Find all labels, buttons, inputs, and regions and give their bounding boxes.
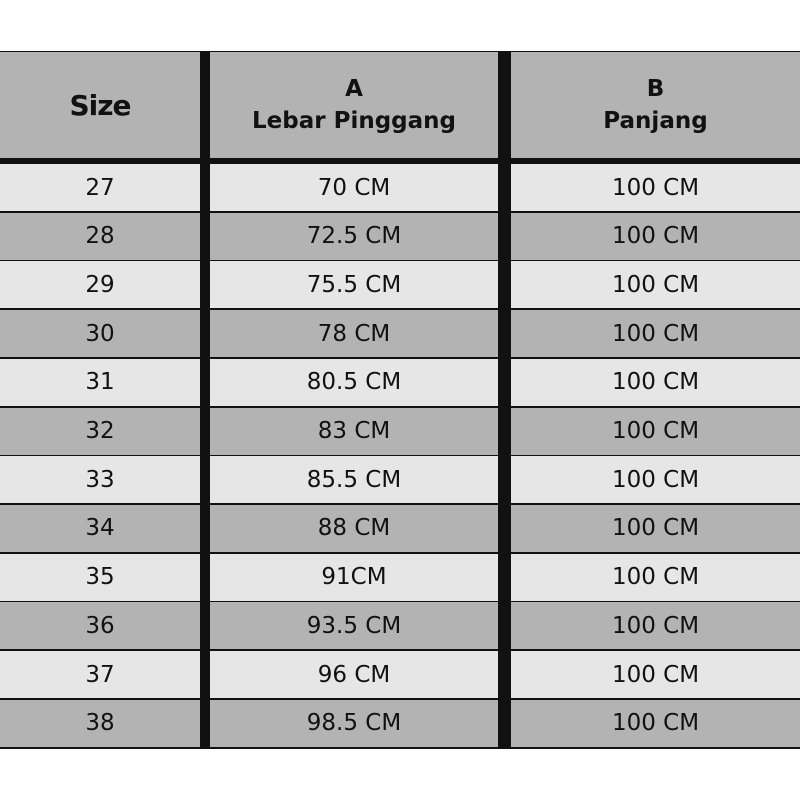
table-row: [0, 554, 800, 602]
waist-cell: 85.5 CM: [210, 456, 498, 503]
waist-cell: 78 CM: [210, 310, 498, 357]
waist-cell: 91CM: [210, 554, 498, 601]
table-row: [0, 602, 800, 650]
length-cell: 100 CM: [511, 310, 800, 357]
size-cell: 32: [0, 408, 200, 455]
length-cell: 100 CM: [511, 164, 800, 211]
length-cell: 100 CM: [511, 554, 800, 601]
size-cell: 37: [0, 651, 200, 698]
length-cell: 100 CM: [511, 602, 800, 649]
size-cell: 35: [0, 554, 200, 601]
length-cell: 100 CM: [511, 456, 800, 503]
size-cell: 31: [0, 359, 200, 406]
size-cell: 38: [0, 700, 200, 747]
table-row: [0, 164, 800, 212]
table-row: [0, 359, 800, 407]
waist-cell: 80.5 CM: [210, 359, 498, 406]
waist-cell: 93.5 CM: [210, 602, 498, 649]
length-cell: 100 CM: [511, 505, 800, 552]
size-cell: 27: [0, 164, 200, 211]
waist-cell: 96 CM: [210, 651, 498, 698]
size-cell: 34: [0, 505, 200, 552]
length-cell: 100 CM: [511, 700, 800, 747]
size-cell: 33: [0, 456, 200, 503]
size-chart-table: [0, 51, 800, 749]
header-b: [511, 52, 800, 158]
header-a-letter: A: [345, 76, 363, 102]
size-cell: 29: [0, 261, 200, 308]
table-row: [0, 700, 800, 748]
length-cell: 100 CM: [511, 408, 800, 455]
table-row: [0, 408, 800, 456]
header-size-label: Size: [69, 88, 131, 122]
waist-cell: 70 CM: [210, 164, 498, 211]
waist-cell: 88 CM: [210, 505, 498, 552]
header-size: [0, 52, 200, 158]
header-a-label: Lebar Pinggang: [252, 108, 456, 134]
length-cell: 100 CM: [511, 359, 800, 406]
waist-cell: 83 CM: [210, 408, 498, 455]
length-cell: 100 CM: [511, 651, 800, 698]
waist-cell: 75.5 CM: [210, 261, 498, 308]
size-cell: 30: [0, 310, 200, 357]
size-cell: 36: [0, 602, 200, 649]
header-a: [210, 52, 498, 158]
table-row: [0, 213, 800, 261]
size-cell: 28: [0, 213, 200, 260]
table-row: [0, 456, 800, 504]
header-b-label: Panjang: [603, 108, 708, 134]
table-row: [0, 651, 800, 699]
waist-cell: 72.5 CM: [210, 213, 498, 260]
table-row: [0, 310, 800, 358]
waist-cell: 98.5 CM: [210, 700, 498, 747]
header-b-letter: B: [646, 76, 665, 102]
table-row: [0, 261, 800, 309]
table-row: [0, 505, 800, 553]
length-cell: 100 CM: [511, 261, 800, 308]
length-cell: 100 CM: [511, 213, 800, 260]
